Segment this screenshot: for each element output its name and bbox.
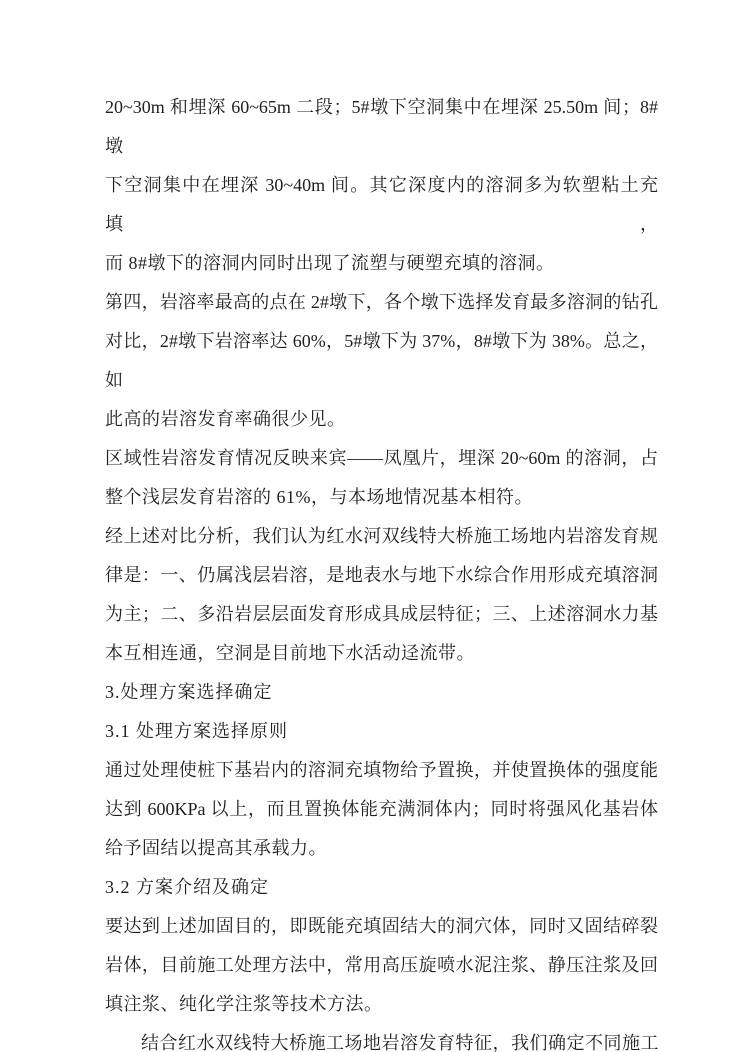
para-treatment-principle xyxy=(105,751,658,868)
para-treatment-principle-line-3: 给予固结以提高其承载力。 xyxy=(105,838,327,858)
para-karst-development-rules-line-3: 为主；二、多沿岩层层面发育形成具成层特征；三、上述溶洞水力基 xyxy=(105,604,658,624)
heading-section-3-2-line-1: 3.2 方案介绍及确定 xyxy=(105,877,269,897)
heading-section-3-1 xyxy=(105,712,658,751)
para-karst-development-rules-line-4: 本互相连通，空洞是目前地下水活动迳流带。 xyxy=(105,643,475,663)
para-karst-development-rules-line-2: 律是：一、仍属浅层岩溶，是地表水与地下水综合作用形成充填溶洞 xyxy=(105,565,658,585)
para-regional-karst-situation-line-2: 整个浅层发育岩溶的 61%，与本场地情况基本相符。 xyxy=(105,487,533,507)
para-karst-rate-comparison-line-2: 对比，2#墩下岩溶率达 60%，5#墩下为 37%，8#墩下为 38%。总之，如 xyxy=(105,331,658,390)
heading-section-3 xyxy=(105,673,658,712)
para-regional-karst-situation-line-1: 区域性岩溶发育情况反映来宾——凤凰片，埋深 20~60m 的溶洞，占 xyxy=(105,448,658,468)
heading-section-3-2 xyxy=(105,868,658,907)
para-grouting-methods-line-2: 岩体，目前施工处理方法中，常用高压旋喷水泥注浆、静压注浆及回 xyxy=(105,955,658,975)
para-cave-depth-distribution xyxy=(105,88,658,283)
para-cave-depth-distribution-line-3: 而 8#墩下的溶洞内同时出现了流塑与硬塑充填的溶洞。 xyxy=(105,253,555,273)
heading-section-3-1-line-1: 3.1 处理方案选择原则 xyxy=(105,721,288,741)
para-karst-rate-comparison-line-1: 第四，岩溶率最高的点在 2#墩下，各个墩下选择发育最多溶洞的钻孔 xyxy=(105,292,658,312)
para-grouting-methods-line-3: 填注浆、纯化学注浆等技术方法。 xyxy=(105,994,383,1014)
para-karst-development-rules xyxy=(105,517,658,673)
para-site-specific-conclusion-line-1: 结合红水双线特大桥施工场地岩溶发育特征，我们确定不同施工 xyxy=(141,1033,659,1052)
para-karst-rate-comparison-line-3: 此高的岩溶发育率确很少见。 xyxy=(105,409,346,429)
para-treatment-principle-line-1: 通过处理使桩下基岩内的溶洞充填物给予置换，并使置换体的强度能 xyxy=(105,760,658,780)
para-treatment-principle-line-2: 达到 600KPa 以上，而且置换体能充满洞体内；同时将强风化基岩体 xyxy=(105,799,658,819)
para-cave-depth-distribution-line-1: 20~30m 和埋深 60~65m 二段；5#墩下空洞集中在埋深 25.50m 间；8#墩 xyxy=(105,97,658,156)
para-grouting-methods xyxy=(105,907,658,1024)
para-karst-development-rules-line-1: 经上述对比分析，我们认为红水河双线特大桥施工场地内岩溶发育规 xyxy=(105,526,658,546)
para-cave-depth-distribution-line-2: 下空洞集中在埋深 30~40m 间。其它深度内的溶洞多为软塑粘土充填， xyxy=(105,175,658,234)
para-karst-rate-comparison xyxy=(105,283,658,439)
para-grouting-methods-line-1: 要达到上述加固目的，即既能充填固结大的洞穴体，同时又固结碎裂 xyxy=(105,916,658,936)
heading-section-3-line-1: 3.处理方案选择确定 xyxy=(105,682,273,702)
para-regional-karst-situation xyxy=(105,439,658,517)
para-site-specific-conclusion xyxy=(105,1024,658,1052)
